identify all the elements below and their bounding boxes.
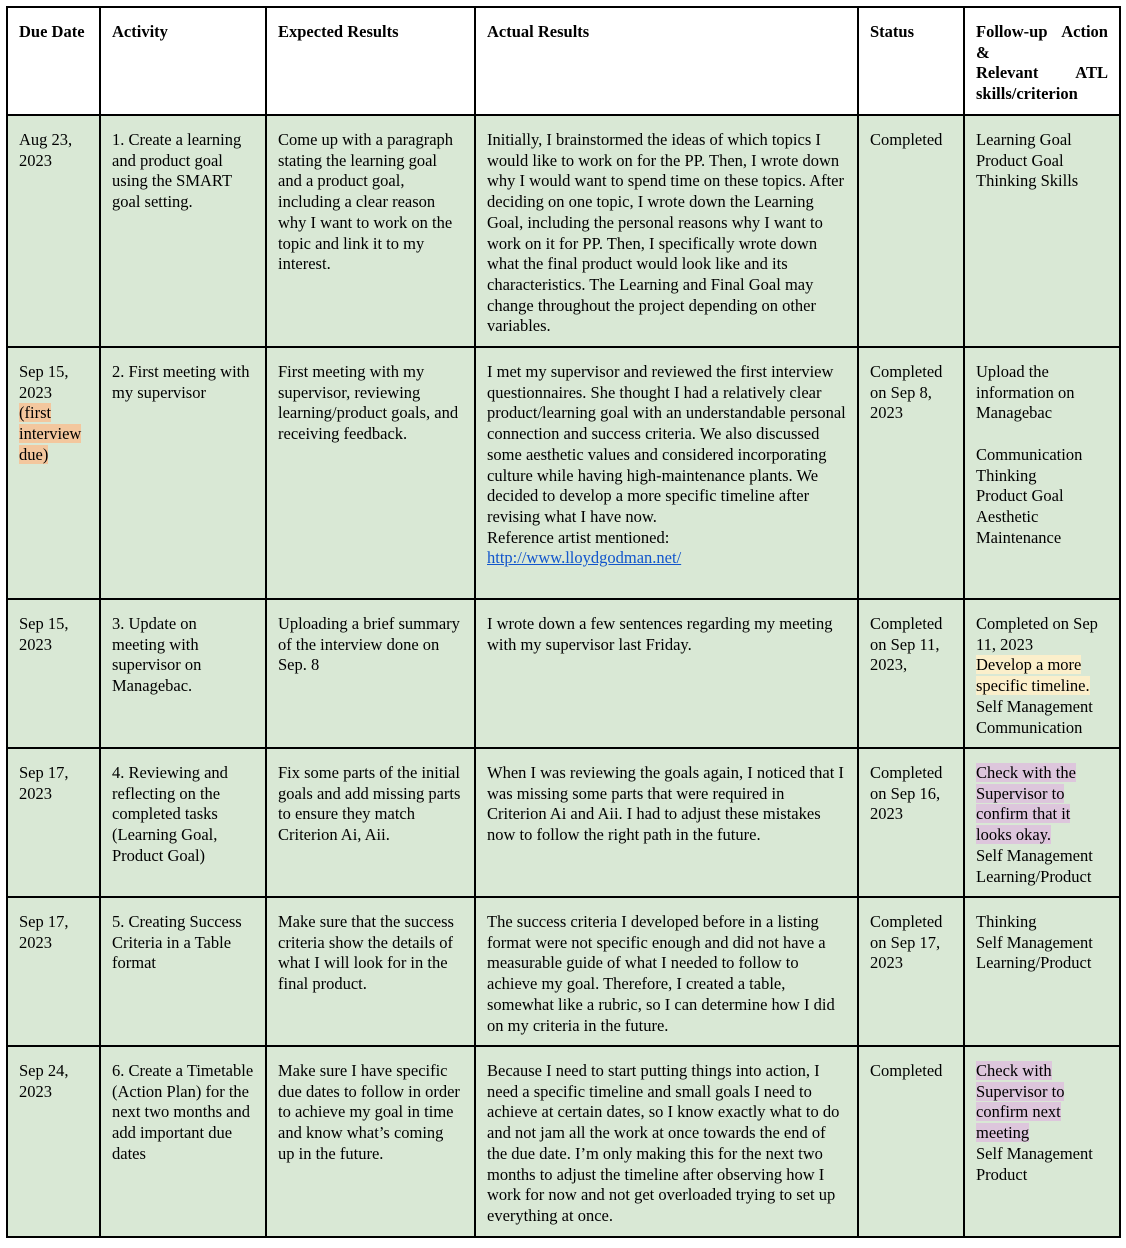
activity-cell: 3. Update on meeting with supervisor on Managebac. (100, 599, 266, 748)
follow-up-highlight: confirm that it (976, 804, 1071, 824)
header-status: Status (858, 7, 964, 115)
header-row (7, 7, 1120, 115)
due-date: Aug 23, 2023 (19, 130, 73, 170)
follow-up-item: Learning Goal (976, 130, 1072, 149)
expected-results-cell: Fix some parts of the initial goals and add missing parts to ensure they match Criterion Ai, Aii. (266, 748, 475, 897)
follow-up-highlight: specific timeline. (976, 676, 1090, 696)
due-date-cell (7, 115, 100, 347)
follow-up-highlight: Check with (976, 1061, 1052, 1080)
due-date: Sep 17, 2023 (19, 912, 69, 952)
activity-cell: 4. Reviewing and reflecting on the completed tasks (Learning Goal, Product Goal) (100, 748, 266, 897)
expected-results-cell: Come up with a paragraph stating the learning goal and a product goal, including a clear reason why I want to work on the topic and link it to my interest. (266, 115, 475, 347)
due-date-cell (7, 347, 100, 599)
follow-up-item: Product Goal (976, 486, 1064, 506)
follow-up-item: Learning/Product (976, 866, 1092, 886)
follow-up-item: Product (976, 1164, 1028, 1184)
due-date-cell (7, 748, 100, 897)
follow-up-cell (964, 748, 1120, 897)
table-row (7, 115, 1120, 347)
follow-up-item: Thinking Skills (976, 171, 1079, 191)
follow-up-highlight: Supervisor to (976, 783, 1065, 803)
follow-up-item: Self Management (976, 932, 1093, 952)
follow-up-highlight: meeting (976, 1123, 1030, 1143)
status-cell: Completed (858, 115, 964, 347)
status-cell: Completed (858, 1046, 964, 1237)
follow-up-cell (964, 115, 1120, 347)
table-row (7, 599, 1120, 748)
follow-up-item: Thinking (976, 912, 1037, 931)
header-follow-up-line: skills/criterion (976, 84, 1078, 104)
follow-up-cell (964, 599, 1120, 748)
follow-up-item: Maintenance (976, 527, 1062, 547)
header-expected-results: Expected Results (266, 7, 475, 115)
follow-up-cell (964, 1046, 1120, 1237)
header-actual-results: Actual Results (475, 7, 858, 115)
action-plan-table (6, 6, 1121, 1238)
due-date: Sep 15, 2023 (19, 362, 69, 402)
due-date-cell (7, 1046, 100, 1237)
actual-results-cell: When I was reviewing the goals again, I noticed that I was missing some parts that were required in Criterion Ai and Aii. I had to adjust these mistakes now to follow the right path in the future. (475, 748, 858, 897)
follow-up-item: Learning/Product (976, 953, 1092, 973)
header-due-date: Due Date (7, 7, 100, 115)
follow-up-item: Self Management (976, 1143, 1093, 1163)
follow-up-item: Thinking (976, 465, 1037, 485)
follow-up-item: Aesthetic (976, 506, 1039, 526)
due-date-cell (7, 897, 100, 1046)
actual-results-cell: Initially, I brainstormed the ideas of which topics I would like to work on for the PP. Then, I wrote down why I would want to spend time on these topics. After deciding on one topic, I wrote down the Learning Goal, including the personal reasons why I want to work on it for PP. Then, I specifically wrote down what the final product would look like and its characteristics. The Learning and Final Goal may change throughout the project depending on other variables. (475, 115, 858, 347)
follow-up-highlight: Check with the (976, 763, 1076, 782)
status-cell: Completed on Sep 16, 2023 (858, 748, 964, 897)
actual-results-text: I met my supervisor and reviewed the first interview questionnaires. She thought I had a relatively clear product/learning goal with an understandable personal connection and success criteria. We also discussed some aesthetic values and considered incorporating culture while having high-maintenance plants. We decided to develop a more specific timeline after revising what I have now. (487, 362, 846, 526)
table-row (7, 347, 1120, 599)
reference-label: Reference artist mentioned: (487, 527, 670, 547)
follow-up-upload-note: Upload the information on Managebac (976, 362, 1075, 423)
follow-up-highlight: Supervisor to (976, 1081, 1065, 1101)
follow-up-highlight: looks okay. (976, 825, 1052, 845)
follow-up-highlight: confirm next (976, 1102, 1061, 1122)
status-cell: Completed on Sep 17, 2023 (858, 897, 964, 1046)
expected-results-cell: First meeting with my supervisor, reviewing learning/product goals, and receiving feedback. (266, 347, 475, 599)
status-cell: Completed on Sep 8, 2023 (858, 347, 964, 599)
due-date-cell (7, 599, 100, 748)
follow-up-item: Communication (976, 444, 1083, 464)
activity-cell: 2. First meeting with my supervisor (100, 347, 266, 599)
activity-cell: 1. Create a learning and product goal using the SMART goal setting. (100, 115, 266, 347)
actual-results-cell: I wrote down a few sentences regarding my meeting with my supervisor last Friday. (475, 599, 858, 748)
due-date-note: (first interview due) (19, 403, 82, 464)
actual-results-cell: The success criteria I developed before in a listing format were not specific enough and did not have a measurable guide of what I needed to follow to achieve my goal. Therefore, I created a table, somewhat like a rubric, so I can determine how I did on my criteria in the future. (475, 897, 858, 1046)
follow-up-item: Communication (976, 717, 1083, 737)
header-activity: Activity (100, 7, 266, 115)
due-date: Sep 15, 2023 (19, 614, 69, 654)
spacer (976, 424, 1108, 445)
actual-results-cell: Because I need to start putting things into action, I need a specific timeline and small goals I need to achieve at certain dates, so I know exactly what to do and not jam all the work at once towards the end of the due date. I’m only making this for the next two months to adjust the timeline after observing how I work for now and not get overloaded trying to set up everything at once. (475, 1046, 858, 1237)
header-follow-up (964, 7, 1120, 115)
table-row (7, 748, 1120, 897)
reference-link[interactable]: http://www.lloydgodman.net/ (487, 548, 682, 568)
header-follow-up-line: Follow-up Action & (976, 22, 1108, 62)
due-date: Sep 24, 2023 (19, 1061, 69, 1101)
activity-cell: 6. Create a Timetable (Action Plan) for the next two months and add important due dates (100, 1046, 266, 1237)
follow-up-completed-note: Completed on Sep 11, 2023 (976, 614, 1098, 654)
activity-cell: 5. Creating Success Criteria in a Table format (100, 897, 266, 1046)
actual-results-cell (475, 347, 858, 599)
expected-results-cell: Make sure I have specific due dates to follow in order to achieve my goal in time and know what’s coming up in the future. (266, 1046, 475, 1237)
follow-up-cell (964, 897, 1120, 1046)
table-row (7, 897, 1120, 1046)
follow-up-cell (964, 347, 1120, 599)
due-date: Sep 17, 2023 (19, 763, 69, 803)
follow-up-item: Product Goal (976, 150, 1064, 170)
follow-up-item: Self Management (976, 696, 1093, 716)
status-cell: Completed on Sep 11, 2023, (858, 599, 964, 748)
follow-up-highlight: Develop a more (976, 655, 1082, 675)
expected-results-cell: Uploading a brief summary of the interview done on Sep. 8 (266, 599, 475, 748)
follow-up-item: Self Management (976, 845, 1093, 865)
table-row (7, 1046, 1120, 1237)
expected-results-cell: Make sure that the success criteria show the details of what I will look for in the final product. (266, 897, 475, 1046)
header-follow-up-line: Relevant ATL (976, 63, 1108, 83)
